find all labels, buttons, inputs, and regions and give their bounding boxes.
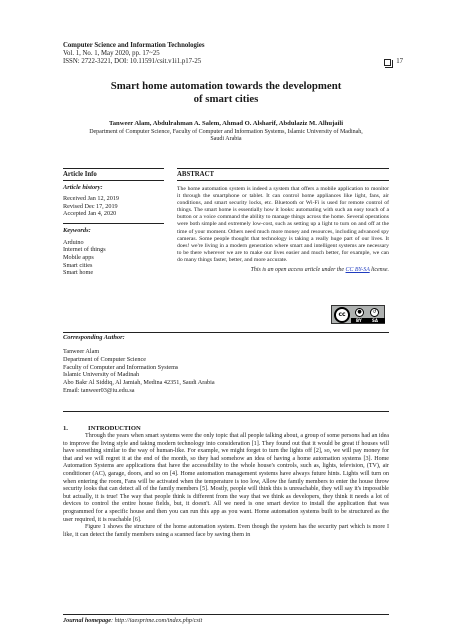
history-received: Received Jan 12, 2019	[63, 195, 120, 202]
keyword-item: Mobile apps	[63, 253, 94, 261]
page-box-icon	[384, 59, 391, 66]
license-link[interactable]: CC BY-SA	[345, 267, 370, 274]
section-heading	[63, 425, 389, 433]
keywords-label: Keywords:	[63, 226, 91, 234]
corresponding-department: Department of Computer Science	[63, 355, 146, 363]
license-line	[177, 267, 389, 274]
cc-license-badge[interactable]	[331, 305, 385, 324]
keyword-item: Smart home	[63, 269, 94, 277]
article-info	[63, 168, 164, 277]
abstract-section	[177, 168, 389, 274]
page-footer	[63, 614, 389, 625]
journal-header	[63, 42, 403, 58]
abstract-text: The home automation system is indeed a system that offers a mobile application to monitor it through the smartphone or tablet. It can control home appliances like light, fans, air conditions, and smart security locks, etc. Bluetooth or Wi-Fi is used for remote control of things. The smart home is essentially how it looks: automating with such an easy touch of a button or a voice command the ability to manage things across the home. Several operations were both simple and extremely low-cost, such as setting up a light to turn on and off at the time of your moment. Others need much more money and resources, including advanced spy cameras. Some people thought that technology is taking a really huge part of our lives. It does! we're living in a modern generation where smart and intelligent systems are necessary to be there wherever we are to make our lives easier and much better, for example, we can do many things faster, better, and more accurate.	[177, 186, 389, 263]
corresponding-faculty: Faculty of Computer and Information Systems	[63, 363, 179, 371]
introduction-section	[63, 425, 389, 539]
corresponding-name: Tanweer Alam	[63, 348, 100, 355]
history-list	[63, 195, 164, 218]
affiliation	[63, 129, 389, 144]
corresponding-email: Email: tanweer03@iu.edu.sa	[63, 386, 135, 394]
cc-by-label: BY	[356, 318, 362, 323]
corresponding-details	[63, 348, 389, 395]
history-revised: Revised Dec 17, 2019	[63, 202, 118, 210]
intro-paragraph-2: Figure 1 shows the structure of the home automation system. Even though the system has the security part which is more I like, it can detect the family members using a scanned face by saving them in	[63, 524, 389, 538]
issn-line: ISSN: 2722-3221, DOI: 10.11591/csit.v1i1.p17-25	[63, 58, 202, 65]
license-suffix: license.	[369, 267, 389, 274]
title-line-2: of smart cities	[193, 93, 259, 105]
intro-paragraph-1: Through the years when smart systems were the only topic that all people talking about, a group of some persons had an idea to improve the living style and taking modern technology into consideration [1]. They found out that it would be great if houses will have something similar to the way of human-like. For example, we might forget to turn the lights off [2], so, we will pay money for that and we will regret it at the end of the month, so they had somehow an idea of having a home automation systems [3]. Home Automation Systems are applications that have the accessibility to the whole house's controls, such as, lights, television, (TV), air conditioner (AC), garage, doors, and so on [4]. Home automation management systems have always future hints. Lights will turn on when entering the room, Fans will be activated when the temperature is too low, Allow the family members to enter the house throw security looks that can detect all of the family members [5]. Mostly, people will think this is unreachable, they will say it's impossible but actually, it is true! The way that people think is different from the way that we think as developers, they think it needs a lot of devices to control the entire house fields, but, it doesn't. All we need is one smart device to install the application that was programmed for a specific house and then you can run this app as you want. Home automation systems built to be structured as the user required, it is reachable [6].	[63, 433, 389, 523]
journal-homepage-link[interactable]: : http://iaesprime.com/index.php/csit	[110, 617, 203, 624]
keyword-item: Internet of things	[63, 246, 106, 254]
license-text: This is an open access article under the	[250, 267, 346, 274]
footer-label: Journal homepage	[63, 617, 111, 624]
volume-line: Vol. 1, No. 1, May 2020, pp. 17~25	[63, 50, 160, 58]
cc-logo-icon: cc	[334, 307, 350, 323]
corresponding-address: Abo Bakr Al Siddiq, Al Jamiah, Medina 42351, Saudi Arabia	[63, 379, 215, 387]
keywords-list	[63, 239, 164, 277]
journal-name: Computer Science and Information Technologies	[63, 42, 205, 49]
history-label: Article history:	[63, 184, 103, 191]
section-number: 1.	[63, 425, 68, 432]
keyword-item: Arduino	[63, 238, 84, 246]
affiliation-line-2: Saudi Arabia	[210, 136, 242, 143]
page-number: 17	[396, 58, 403, 65]
paper-title	[63, 80, 389, 106]
share-alike-icon: ↺	[370, 308, 379, 317]
title-line-1: Smart home automation towards the development	[110, 80, 342, 92]
abstract-header: ABSTRACT	[177, 168, 389, 181]
corresponding-label: Corresponding Author:	[63, 332, 389, 342]
authors: Tanweer Alam, Abdulrahman A. Salem, Ahmad O. Alsharif, Abdulaziz M. Alhujaili	[108, 120, 344, 127]
corresponding-bottom-rule	[63, 411, 389, 412]
issn-row	[63, 58, 403, 66]
keyword-item: Smart cities	[63, 261, 93, 269]
info-divider	[63, 223, 164, 224]
attribution-person-icon: ●	[355, 308, 364, 317]
article-info-header: Article Info	[63, 168, 164, 181]
section-title: INTRODUCTION	[88, 425, 141, 432]
history-accepted: Accepted Jan 4, 2020	[63, 210, 117, 218]
affiliation-line-1: Department of Computer Science, Faculty of Computer and Information Systems, Islamic University of Madinah,	[89, 129, 363, 135]
corresponding-university: Islamic University of Madinah	[63, 371, 140, 379]
cc-sa-label: SA	[372, 318, 378, 323]
corresponding-author	[63, 332, 389, 395]
